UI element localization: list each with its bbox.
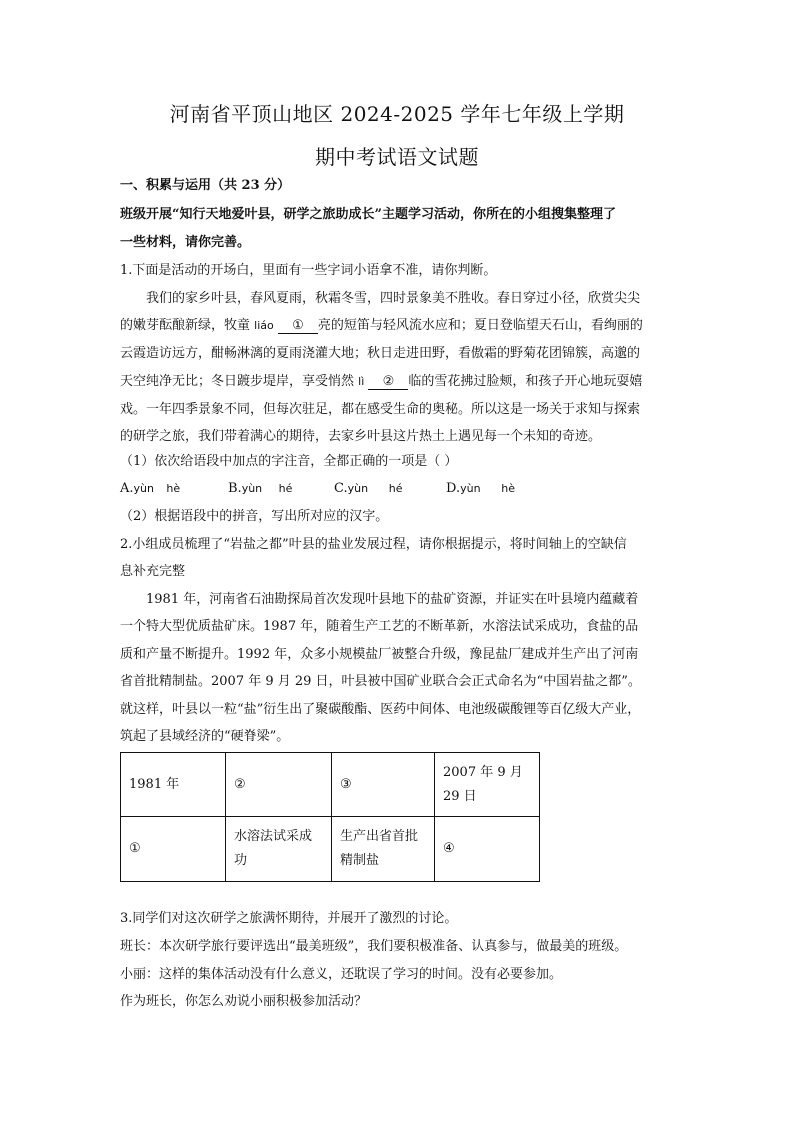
q1-sub-question-2: （2）根据语段中的拼音，写出所对应的汉字。: [120, 509, 389, 524]
table-row: [121, 817, 540, 882]
timeline-blank-cell[interactable]: ①: [121, 817, 226, 882]
exam-title-line2: 期中考试语文试题: [315, 145, 479, 169]
q2-paragraph-line3: 质和产量不断提升。1992 年，众多小规模盐厂被整合升级，豫昆盐厂建成并生产出了河南: [120, 647, 639, 662]
question-1-stem: 1.下面是活动的开场白，里面有一些字词小语拿不准，请你判断。: [120, 263, 497, 278]
section-heading: 一、积累与运用（共 23 分）: [120, 178, 291, 193]
q3-dialogue-line1: 班长：本次研学旅行要评选出“最美班级”，我们要积极准备、认真参与，做最美的班级。: [120, 939, 628, 954]
option-c[interactable]: C.yùn hé: [334, 481, 403, 496]
timeline-cell: 2007 年 9 月 29 日: [435, 753, 540, 817]
timeline-blank-cell[interactable]: ②: [226, 753, 332, 817]
q1-text: 的嫩芽酝酿新绿，牧童: [120, 318, 251, 333]
q1-text: 亮的短笛与轻风流水应和；夏日登临望天石山，看绚丽的: [317, 318, 643, 333]
q1-paragraph-line3: 云霞造访远方，酣畅淋漓的夏雨浇灌大地；秋日走进田野，看傲霜的野菊花团锦簇，高邈的: [120, 346, 641, 361]
question-2-stem-line1: 2.小组成员梳理了“岩盐之都”叶县的盐业发展过程，请你根据提示，将时间轴上的空缺信: [120, 537, 627, 552]
timeline-cell: 生产出省首批精制盐: [332, 817, 435, 882]
q1-paragraph-line2: [120, 317, 680, 335]
pinyin-hint: liáo: [254, 319, 274, 332]
q2-paragraph-line6: 筑起了县域经济的“硬脊梁”。: [120, 729, 290, 744]
pinyin-hint: lì: [358, 375, 365, 388]
fill-blank-1[interactable]: ①: [278, 319, 318, 334]
q1-text: 临的雪花拂过脸颊，和孩子开心地玩耍嬉: [408, 374, 643, 389]
timeline-cell: 水溶法试采成功: [226, 817, 332, 882]
q2-paragraph-line5: 就这样，叶县以一粒“盐”衍生出了聚碳酸酯、医药中间体、电池级碳酸锂等百亿级大产业，: [120, 702, 641, 717]
table-row: [121, 753, 540, 817]
question-2-stem-line2: 息补充完整: [120, 564, 186, 579]
section-intro-line1: 班级开展“知行天地爱叶县，研学之旅助成长”主题学习活动，你所在的小组搜集整理了: [120, 207, 616, 222]
q2-paragraph-line1: 1981 年，河南省石油勘探局首次发现叶县地下的盐矿资源，并证实在叶县境内蕴藏着: [146, 592, 639, 607]
q3-dialogue-line2: 小丽：这样的集体活动没有什么意义，还耽误了学习的时间。没有必要参加。: [120, 967, 563, 982]
fill-blank-2[interactable]: ②: [368, 375, 408, 390]
timeline-table: [120, 752, 540, 882]
q1-paragraph-line4: [120, 373, 680, 391]
option-b[interactable]: B.yùn hé: [228, 481, 293, 496]
question-3-stem: 3.同学们对这次研学之旅满怀期待，并展开了激烈的讨论。: [120, 911, 458, 926]
option-d[interactable]: D.yùn hè: [446, 481, 515, 496]
timeline-blank-cell[interactable]: ③: [332, 753, 435, 817]
q1-sub-question-1: （1）依次给语段中加点的字注音，全都正确的一项是（ ）: [120, 454, 458, 469]
q2-paragraph-line4: 省首批精制盐。2007 年 9 月 29 日，叶县被中国矿业联合会正式命名为“中国岩盐之都”。: [120, 674, 641, 689]
q1-text: 天空纯净无比；冬日踱步堤岸，享受悄然: [120, 374, 355, 389]
exam-title-line1: 河南省平顶山地区 2024-2025 学年七年级上学期: [169, 102, 625, 126]
option-a[interactable]: A.yùn hè: [120, 481, 181, 496]
timeline-cell: 1981 年: [121, 753, 226, 817]
q1-paragraph-line5: 戏。一年四季景象不同，但每次驻足，都在感受生命的奥秘。所以这是一场关于求知与探索: [120, 402, 641, 417]
q3-prompt: 作为班长，你怎么劝说小丽积极参加活动？: [120, 994, 368, 1009]
q2-paragraph-line2: 一个特大型优质盐矿床。1987 年，随着生产工艺的不断革新，水溶法试采成功，食盐的品: [120, 619, 639, 634]
section-intro-line2: 一些材料，请你完善。: [120, 235, 251, 250]
q1-paragraph-line6: 的研学之旅，我们带着满心的期待，去家乡叶县这片热土上遇见每一个未知的奇迹。: [120, 429, 602, 444]
timeline-blank-cell[interactable]: ④: [435, 817, 540, 882]
q1-paragraph-line1: 我们的家乡叶县，春风夏雨，秋霜冬雪，四时景象美不胜收。春日穿过小径，欣赏尖尖: [146, 291, 641, 306]
